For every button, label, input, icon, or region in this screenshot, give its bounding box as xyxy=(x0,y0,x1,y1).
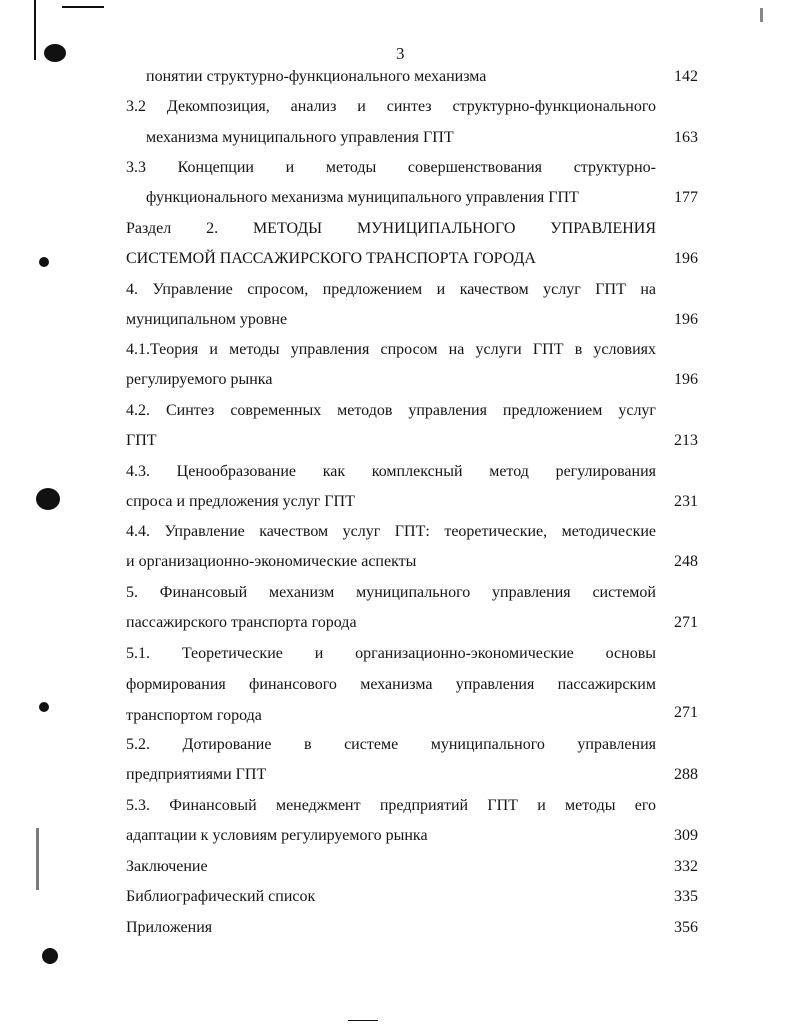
scan-edge-line xyxy=(34,0,36,60)
toc-entry-line: 4.3. Ценообразование как комплексный метод регулирования xyxy=(126,463,656,480)
toc-entry-line: Приложения xyxy=(126,919,213,936)
scan-edge-line xyxy=(36,828,39,890)
toc-page-number: 271 xyxy=(674,704,698,721)
toc-entry-line: 5.3. Финансовый менеджмент предприятий ГПТ и методы его xyxy=(126,797,656,814)
toc-entry-line: механизма муниципального управления ГПТ xyxy=(146,129,454,146)
toc-entry-line: транспортом города xyxy=(126,707,262,724)
page-number: 3 xyxy=(396,44,405,63)
toc-entry-line: 4. Управление спросом, предложением и качеством услуг ГПТ на xyxy=(126,281,656,298)
toc-page-number: 271 xyxy=(674,614,698,631)
toc-page-number: 288 xyxy=(674,766,698,783)
toc-page-number: 356 xyxy=(674,919,698,936)
toc-page-number: 248 xyxy=(674,553,698,570)
toc-page-number: 177 xyxy=(674,189,698,206)
toc-entry-line: и организационно-экономические аспекты xyxy=(126,553,417,570)
toc-entry-line: ГПТ xyxy=(126,432,157,449)
toc-entry-line: 5.2. Дотирование в системе муниципального управления xyxy=(126,736,656,753)
toc-page-number: 332 xyxy=(674,858,698,875)
toc-entry-line: 3.3 Концепции и методы совершенствования структурно- xyxy=(126,159,656,176)
toc-page-number: 231 xyxy=(674,493,698,510)
toc-entry-line: адаптации к условиям регулируемого рынка xyxy=(126,827,428,844)
scan-speck xyxy=(760,8,763,22)
toc-page-number: 335 xyxy=(674,888,698,905)
toc-entry-line: 4.2. Синтез современных методов управления предложением услуг xyxy=(126,402,656,419)
toc-entry-line: СИСТЕМОЙ ПАССАЖИРСКОГО ТРАНСПОРТА ГОРОДА xyxy=(126,250,536,267)
toc-entry-line: формирования финансового механизма управления пассажирским xyxy=(126,676,656,693)
punch-hole-mark xyxy=(44,44,66,62)
toc-page-number: 142 xyxy=(674,68,698,85)
toc-entry-line: спроса и предложения услуг ГПТ xyxy=(126,493,355,510)
toc-entry-line: 3.2 Декомпозиция, анализ и синтез структурно-функционального xyxy=(126,98,656,115)
punch-hole-mark xyxy=(39,702,49,712)
toc-entry-line: предприятиями ГПТ xyxy=(126,766,267,783)
toc-entry-line: Заключение xyxy=(126,858,208,875)
punch-hole-mark xyxy=(39,257,49,267)
toc-entry-line: Раздел 2. МЕТОДЫ МУНИЦИПАЛЬНОГО УПРАВЛЕНИЯ xyxy=(126,220,656,237)
scan-top-line xyxy=(62,6,104,8)
toc-page-number: 196 xyxy=(674,250,698,267)
toc-entry-line: 5.1. Теоретические и организационно-экономические основы xyxy=(126,645,656,662)
punch-hole-mark xyxy=(42,948,58,964)
toc-entry-line: Библиографический список xyxy=(126,888,316,905)
toc-entry-line: 4.4. Управление качеством услуг ГПТ: теоретические, методические xyxy=(126,523,656,540)
punch-hole-mark xyxy=(36,488,60,510)
scan-bottom-line xyxy=(348,1020,378,1021)
toc-entry-line: 4.1.Теория и методы управления спросом на услуги ГПТ в условиях xyxy=(126,341,656,358)
toc-entry-line: регулируемого рынка xyxy=(126,371,273,388)
toc-page-number: 196 xyxy=(674,371,698,388)
toc-entry-line: 5. Финансовый механизм муниципального управления системой xyxy=(126,584,656,601)
toc-entry-line: муниципальном уровне xyxy=(126,311,288,328)
toc-entry-line: функционального механизма муниципального управления ГПТ xyxy=(146,189,579,206)
toc-entry-line: пассажирского транспорта города xyxy=(126,614,357,631)
toc-page-number: 196 xyxy=(674,311,698,328)
toc-entry-line: понятии структурно-функционального механизма xyxy=(146,68,487,85)
toc-page-number: 309 xyxy=(674,827,698,844)
toc-page-number: 163 xyxy=(674,129,698,146)
toc-page-number: 213 xyxy=(674,432,698,449)
